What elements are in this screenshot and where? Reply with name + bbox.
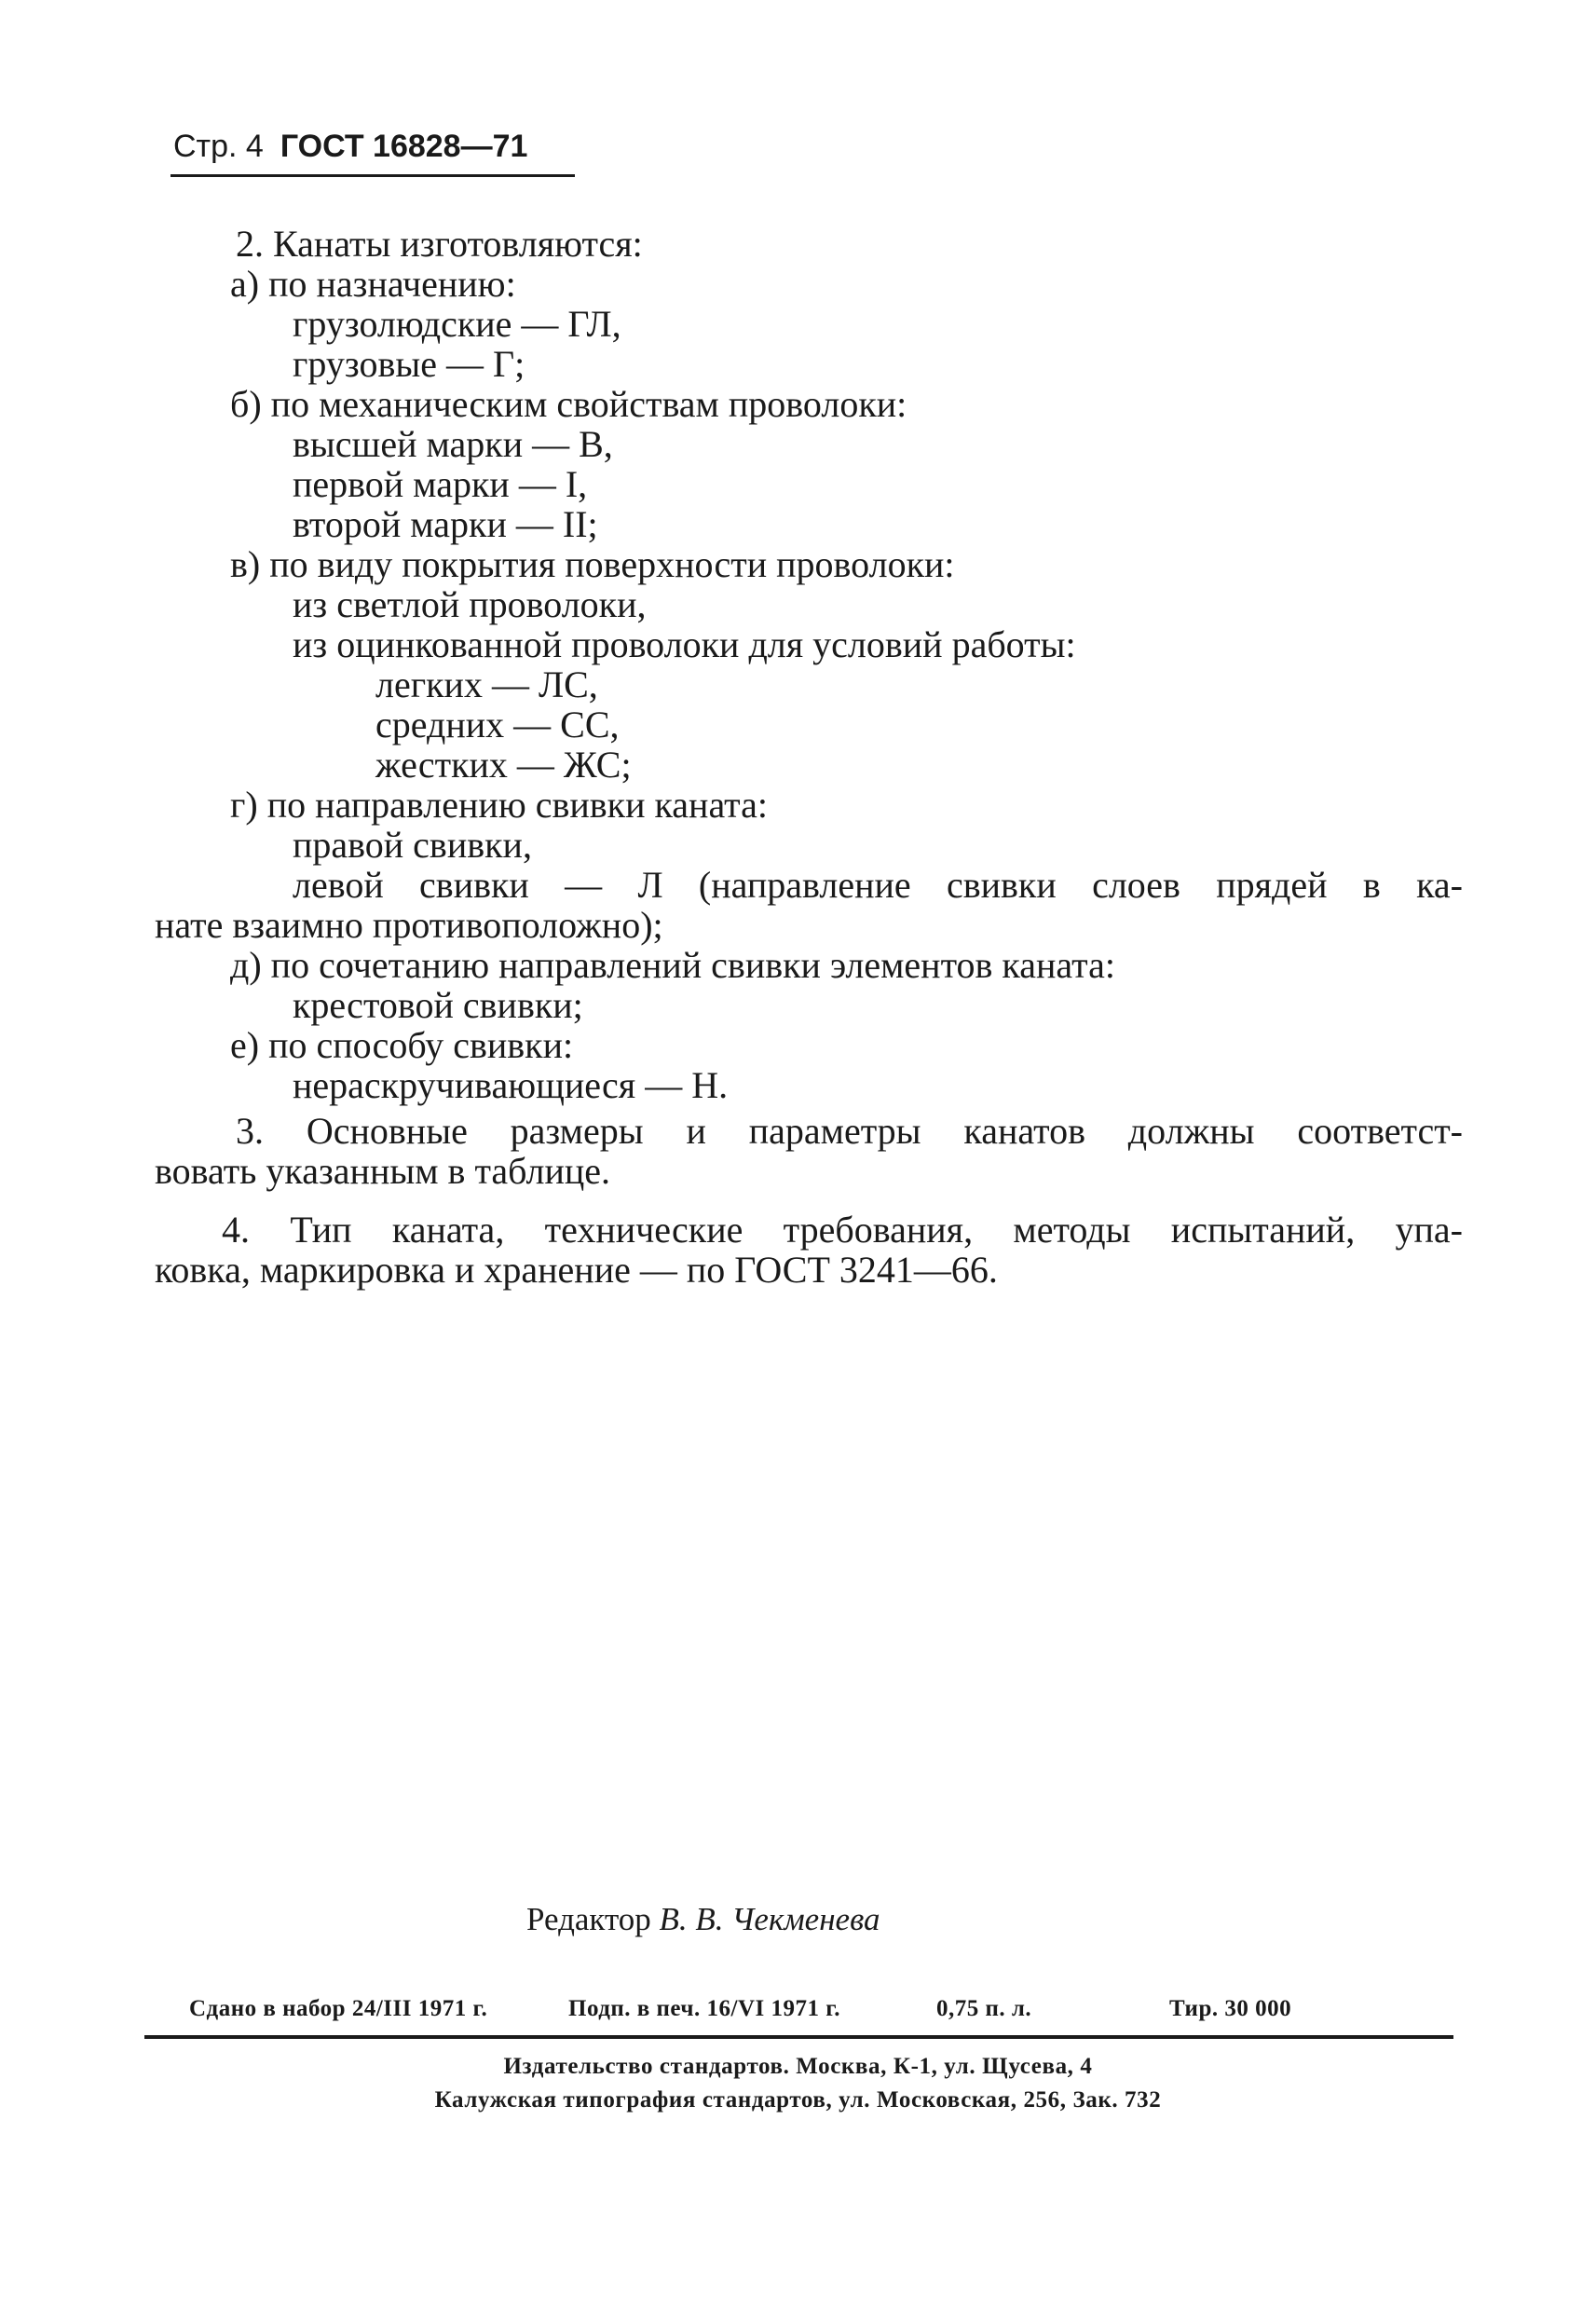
imprint-circulation: Тир. 30 000 (1169, 1996, 1292, 2021)
text-line: крестовой свивки; (293, 984, 583, 1026)
page-header (173, 123, 574, 169)
editor-name: В. В. Чекменева (659, 1901, 880, 1937)
page-number: Стр. 4 (173, 129, 264, 164)
text-line: легких — ЛС, (375, 663, 598, 705)
text-line: из оцинкованной проволоки для условий работы: (293, 623, 1076, 665)
editor-label: Редактор (526, 1901, 651, 1937)
imprint-line (189, 1996, 1291, 2022)
text-line: второй марки — II; (293, 503, 598, 545)
text-line: вовать указанным в таблице. (155, 1150, 611, 1192)
text-line: г) по направлению свивки каната: (230, 784, 769, 826)
text-line: е) по способу свивки: (230, 1024, 574, 1066)
text-line: высшей марки — В, (293, 423, 613, 465)
text-line: 2. Канаты изготовляются: (236, 223, 643, 265)
imprint-signed: Подп. в печ. 16/VI 1971 г. (568, 1996, 841, 2021)
text-line: нераскручивающиеся — Н. (293, 1064, 729, 1106)
editor-credit (526, 1901, 880, 1938)
text-line: нате взаимно противоположно); (155, 904, 663, 946)
imprint-rule (144, 2035, 1453, 2039)
text-line: 4. Тип каната, технические требования, методы испытаний, упа- (222, 1209, 1463, 1251)
text-line: д) по сочетанию направлений свивки элементов каната: (230, 944, 1115, 986)
imprint-sheets: 0,75 п. л. (936, 1996, 1032, 2021)
text-line: а) по назначению: (230, 263, 516, 305)
text-line: левой свивки — Л (направление свивки слоев прядей в ка- (293, 864, 1463, 906)
text-line: из светлой проволоки, (293, 583, 647, 625)
printer-line: Калужская типография стандартов, ул. Московская, 256, Зак. 732 (434, 2087, 1162, 2113)
text-line: ковка, маркировка и хранение — по ГОСТ 3241—66. (155, 1249, 998, 1291)
standard-number: ГОСТ 16828—71 (280, 129, 528, 164)
header-rule (171, 174, 575, 177)
text-line: правой свивки, (293, 824, 532, 866)
text-line: б) по механическим свойствам проволоки: (230, 383, 907, 425)
text-line: первой марки — I, (293, 463, 588, 505)
text-line: средних — СС, (375, 704, 620, 745)
text-line: 3. Основные размеры и параметры канатов должны соответст- (236, 1110, 1463, 1152)
text-line: в) по виду покрытия поверхности проволоки: (230, 543, 955, 585)
text-line: грузолюдские — ГЛ, (293, 303, 621, 345)
imprint-submitted: Сдано в набор 24/III 1971 г. (189, 1996, 488, 2021)
text-line: жестких — ЖС; (375, 744, 632, 786)
publisher-line: Издательство стандартов. Москва, К-1, ул. Щусева, 4 (503, 2054, 1093, 2079)
text-line: грузовые — Г; (293, 343, 525, 385)
